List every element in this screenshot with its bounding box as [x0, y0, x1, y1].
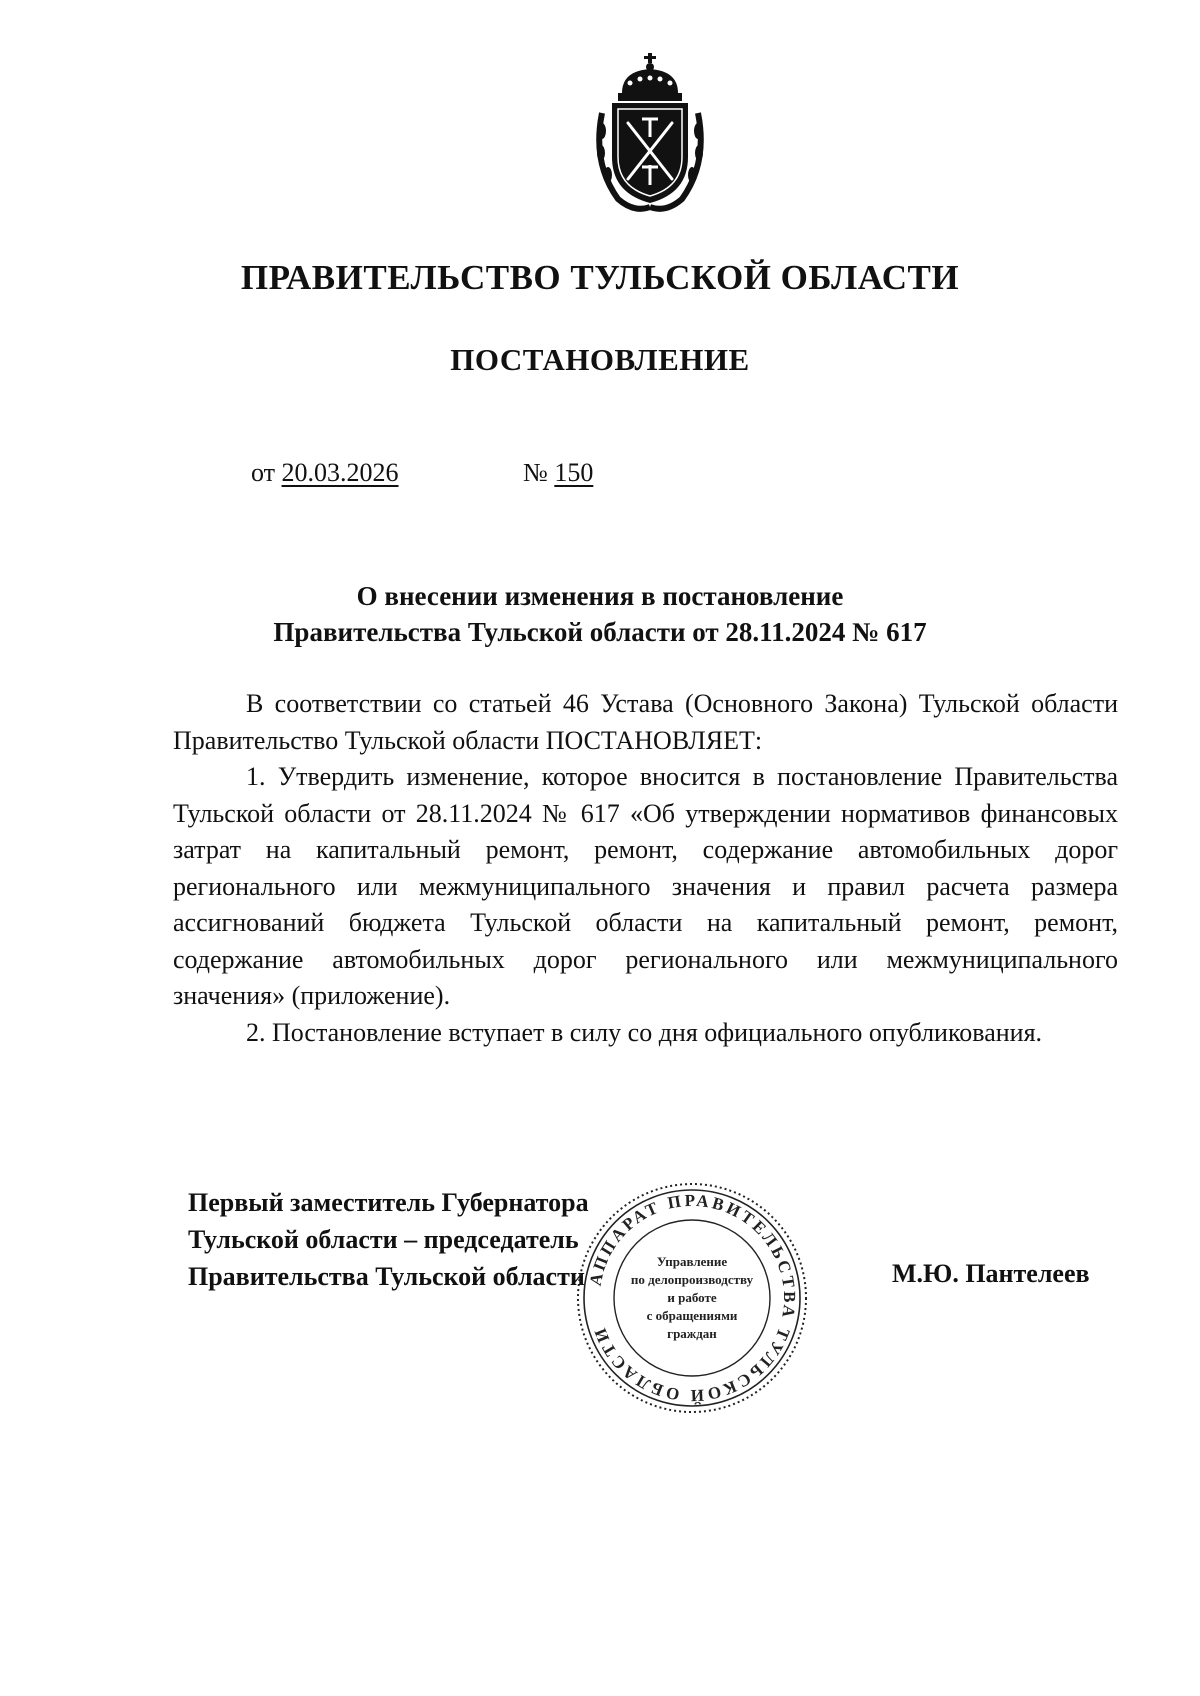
subject-line: О внесении изменения в постановление: [356, 581, 844, 611]
tula-oblast-coat-of-arms-icon: [588, 53, 712, 215]
organization-title: ПРАВИТЕЛЬСТВО ТУЛЬСКОЙ ОБЛАСТИ: [240, 258, 960, 297]
stamp-center-line: граждан: [667, 1326, 717, 1341]
signatory-name: М.Ю. Пантелеев: [892, 1259, 1090, 1288]
subject-line: Правительства Тульской области от 28.11.2024 № 617: [273, 617, 927, 647]
number-value: 150: [554, 458, 594, 487]
body-paragraph: 1. Утвердить изменение, которое вносится в постановление Правительства Тульской области от 28.11.2024 № 617 «Об утверждении нормативов финансовых затрат на капитальный ремонт, ремонт, содержание автомобильных дорог регионального или межмуниципального значения и правил расчета размера ассигнований бюджета Тульской области на капитальный ремонт, ремонт, содержание автомобильных дорог регионального или межмуниципального значения» (приложение).: [173, 762, 1118, 1010]
stamp-center-line: с обращениями: [646, 1308, 738, 1323]
date-prefix: от: [251, 458, 276, 487]
body-paragraph: 2. Постановление вступает в силу со дня официального опубликования.: [246, 1017, 1043, 1047]
stamp-center-line: Управление: [656, 1254, 728, 1269]
signatory-position-line: Правительства Тульской области: [188, 1262, 585, 1291]
document-body: [173, 686, 1118, 1051]
document-date: [251, 458, 399, 488]
document-subject: [150, 578, 1050, 650]
official-stamp: [574, 1180, 810, 1416]
stamp-center-line: по делопроизводству: [630, 1272, 754, 1287]
signatory-position: [188, 1184, 589, 1295]
signatory-position-line: Первый заместитель Губернатора: [188, 1188, 589, 1217]
document-type-title: ПОСТАНОВЛЕНИЕ: [450, 342, 750, 377]
stamp-center-line: и работе: [667, 1290, 717, 1305]
stamp-ring-text: АППАРАТ ПРАВИТЕЛЬСТВА ТУЛЬСКОЙ ОБЛАСТИ: [585, 1190, 800, 1406]
document-number: [523, 458, 593, 488]
signatory-position-line: Тульской области – председатель: [188, 1225, 579, 1254]
date-value: 20.03.2026: [281, 458, 399, 487]
number-prefix: №: [523, 458, 548, 487]
body-paragraph: В соответствии со статьей 46 Устава (Основного Закона) Тульской области Правительство Тульской области ПОСТАНОВЛЯЕТ:: [173, 689, 1118, 755]
